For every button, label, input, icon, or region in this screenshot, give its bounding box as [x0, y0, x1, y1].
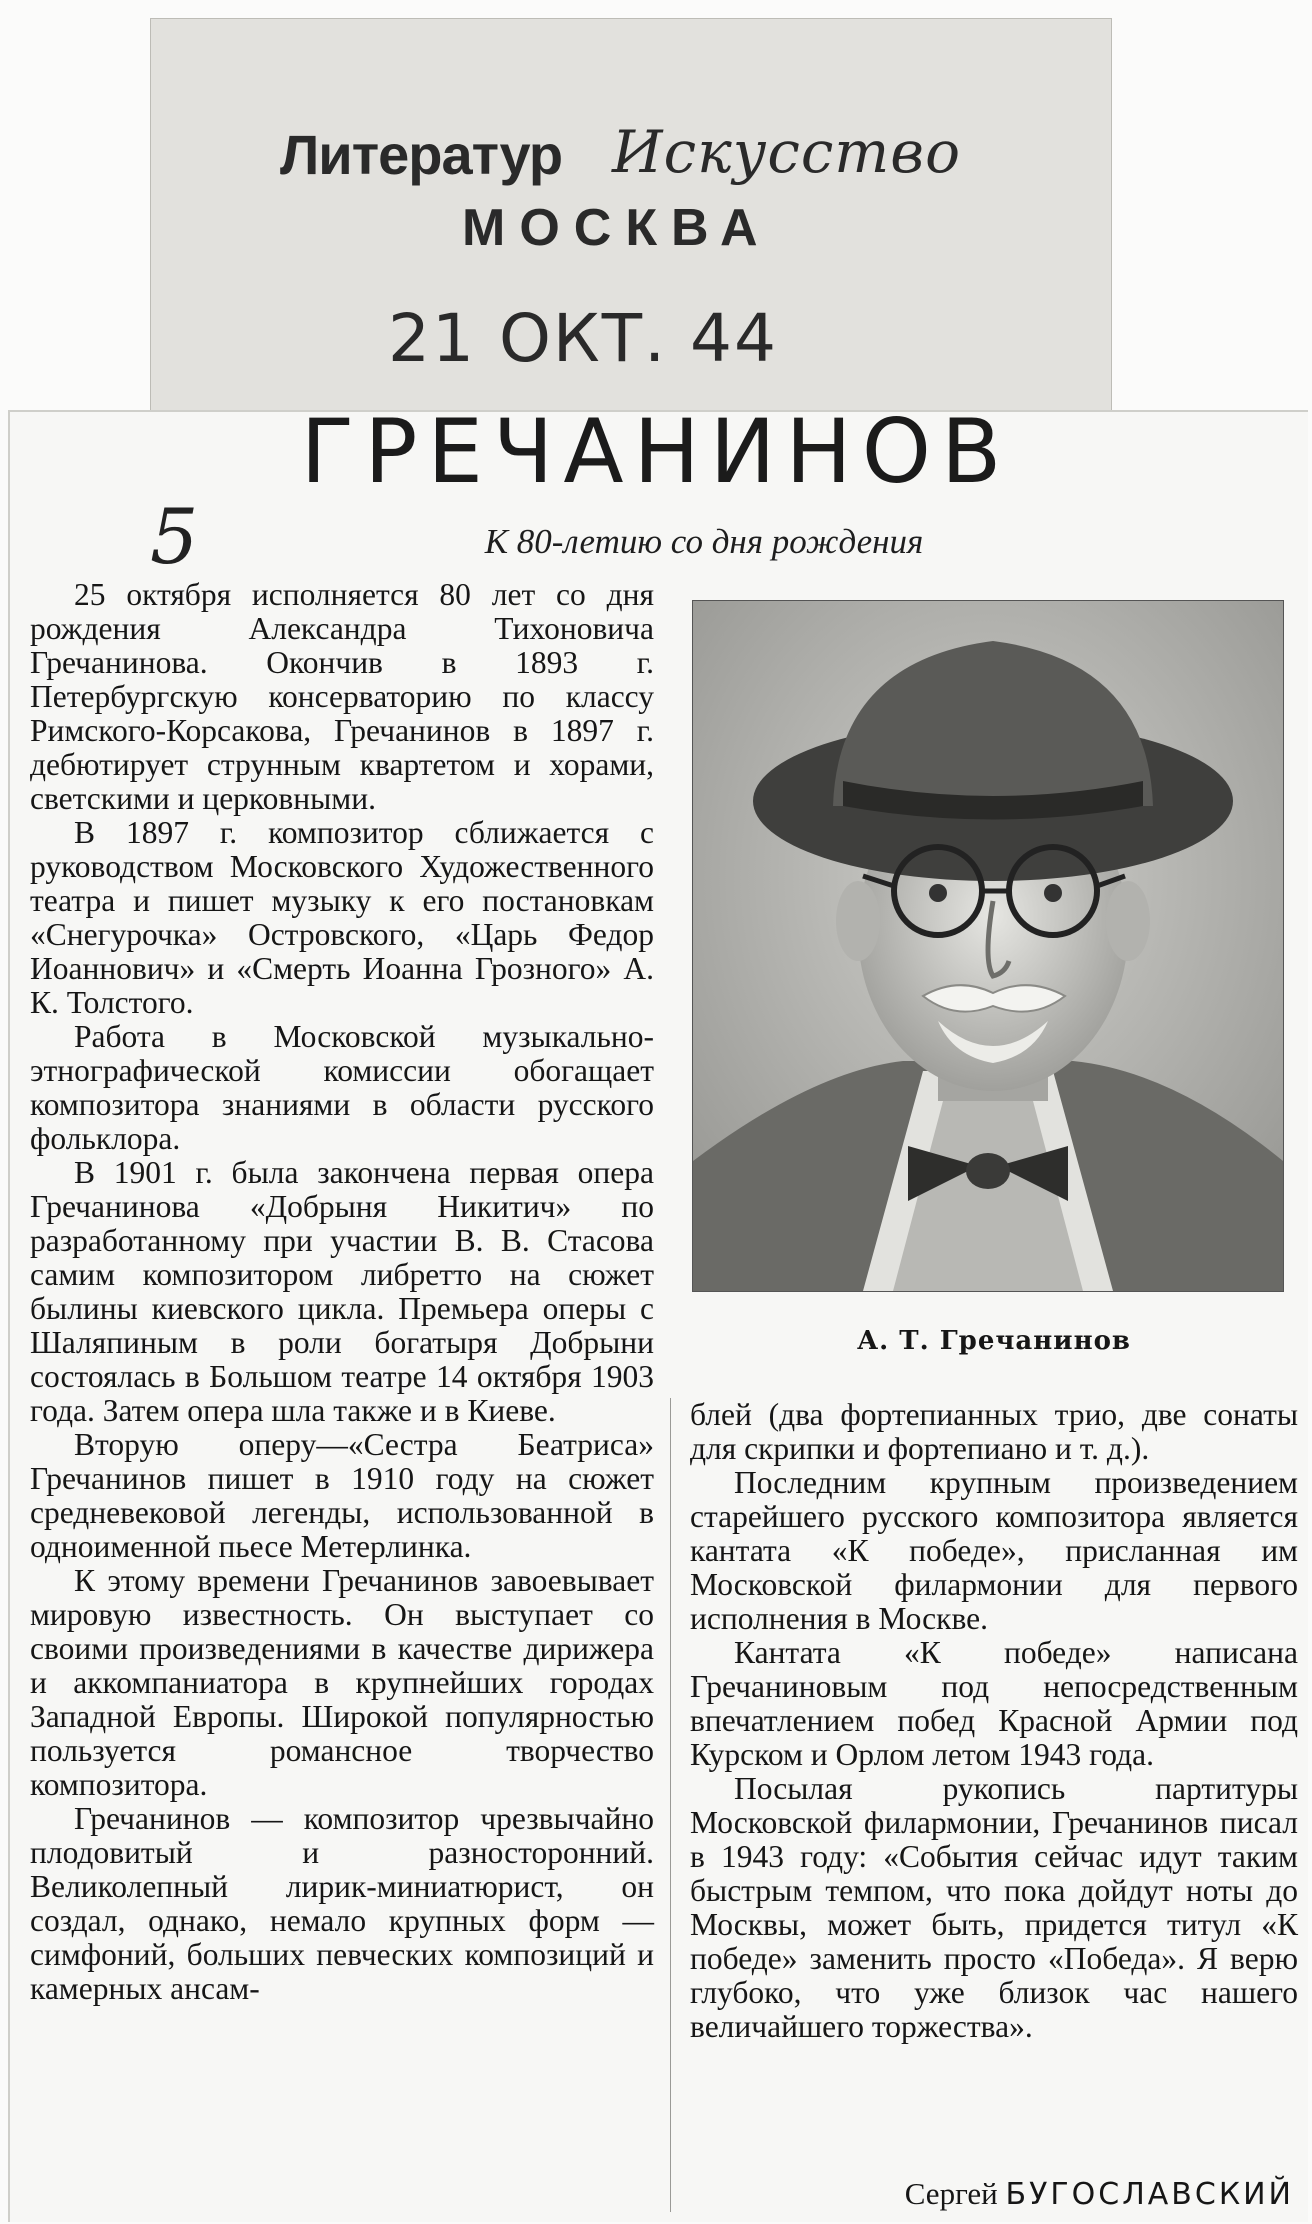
stamp-city: МОСКВА — [462, 199, 772, 257]
stamp-date: 21 ОКТ. 44 — [388, 300, 779, 377]
handwritten-page-number: 5 — [150, 492, 199, 581]
column-divider — [670, 1398, 671, 2212]
author-first-name: Сергей — [904, 2176, 998, 2211]
paragraph: К этому времени Гречанинов завоевывает мировую известность. Он выступает со своими произведениями в качестве дирижера и аккомпаниатора в крупнейших городах Западной Европы. Широкой популярностью пользуется романсное творчество композитора. — [30, 1563, 654, 1802]
photo-caption: А. Т. Гречанинов — [856, 1326, 1132, 1356]
author-signature — [905, 2176, 1294, 2212]
portrait-photo — [692, 600, 1284, 1292]
stamp-publication-printed: Литератур — [280, 123, 563, 186]
article-subtitle: К 80-летию со дня рождения — [484, 522, 924, 561]
author-last-name: БУГОСЛАВСКИЙ — [1005, 2177, 1294, 2212]
portrait-image — [693, 601, 1283, 1291]
paragraph: В 1897 г. композитор сближается с руководством Московского Художественного театра и пишет музыку к его постановкам «Снегурочка» Островского, «Царь Федор Иоаннович» и «Смерть Иоанна Грозного» А. К. Толстого. — [30, 815, 654, 1020]
article-title: ГРЕЧАНИНОВ — [300, 400, 1012, 503]
paragraph-continuation: блей (два фортепианных трио, две сонаты для скрипки и фортепиано и т. д.). — [690, 1397, 1298, 1466]
paragraph: В 1901 г. была закончена первая опера Гречанинова «Добрыня Никитич» по разработанному при участии В. В. Стасова самим композитором либретто на сюжет былины киевского цикла. Премьера оперы с Шаляпиным в роли богатыря Добрыни состоялась в Большом театре 14 октября 1903 года. Затем опера шла также и в Киеве. — [30, 1155, 654, 1428]
stamp-publication-handwritten: Искусство — [612, 118, 961, 186]
paragraph: Посылая рукопись партитуры Московской филармонии, Гречанинов писал в 1943 году: «События сейчас идут таким быстрым темпом, что пока дойдут ноты до Москвы, может быть, придется титул «К победе» заменить просто «Победа». Я верю глубоко, что уже близок час нашего величайшего торжества». — [690, 1771, 1298, 2044]
paragraph: Последним крупным произведением старейшего русского композитора является кантата «К победе», присланная им Московской филармонии для первого исполнения в Москве. — [690, 1465, 1298, 1636]
left-column — [30, 578, 654, 2006]
paragraph: Кантата «К победе» написана Гречаниновым под непосредственным впечатлением побед Красной Армии под Курском и Орлом летом 1943 года. — [690, 1635, 1298, 1772]
paragraph: Вторую оперу—«Сестра Беатриса» Гречанинов пишет в 1910 году на сюжет средневековой легенды, использованной в одноименной пьесе Метерлинка. — [30, 1427, 654, 1564]
paragraph: Гречанинов — композитор чрезвычайно плодовитый и разносторонний. Великолепный лирик-миниатюрист, он создал, однако, немало крупных форм — симфоний, больших певческих композиций и камерных ансам- — [30, 1801, 654, 2006]
paragraph: 25 октября исполняется 80 лет со дня рождения Александра Тихоновича Гречанинова. Окончив в 1893 г. Петербургскую консерваторию по классу Римского-Корсакова, Гречанинов в 1897 г. дебютирует струнным квартетом и хорами, светскими и церковными. — [30, 577, 654, 816]
paragraph: Работа в Московской музыкально-этнографической комиссии обогащает композитора знаниями в области русского фольклора. — [30, 1019, 654, 1156]
right-column — [690, 1398, 1298, 2044]
